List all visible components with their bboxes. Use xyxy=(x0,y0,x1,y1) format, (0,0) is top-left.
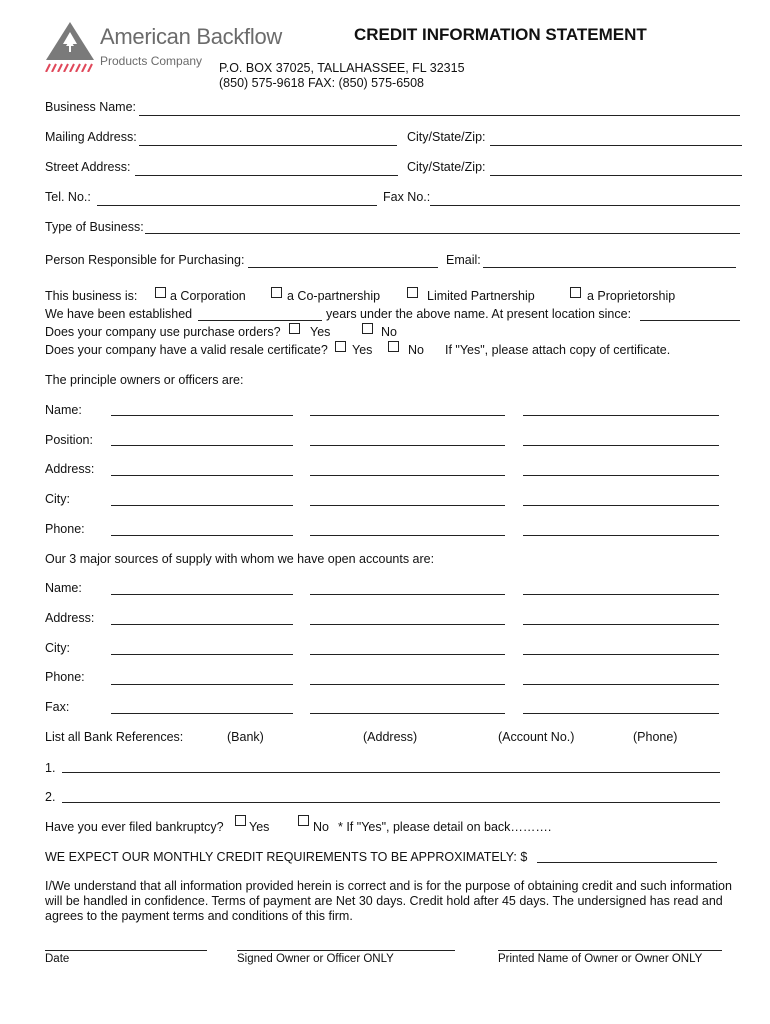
mailing-city-state-zip-field[interactable] xyxy=(490,145,742,146)
supplier3-fax-field[interactable] xyxy=(523,713,719,714)
owner3-city-field[interactable] xyxy=(523,505,719,506)
mailing-address-field[interactable] xyxy=(139,145,397,146)
resale-certificate-question: Does your company have a valid resale certificate? xyxy=(45,343,328,357)
owner3-phone-field[interactable] xyxy=(523,535,719,536)
purchase-orders-question: Does your company use purchase orders? xyxy=(45,325,281,339)
owner2-position-field[interactable] xyxy=(310,445,505,446)
purchasing-person-field[interactable] xyxy=(248,267,438,268)
bank-ref-2-label: 2. xyxy=(45,790,56,804)
corporation-option-label: a Corporation xyxy=(170,289,246,303)
owner-city-label: City: xyxy=(45,492,70,506)
purchasing-person-label: Person Responsible for Purchasing: xyxy=(45,253,245,267)
company-phone-fax: (850) 575-9618 FAX: (850) 575-6508 xyxy=(219,76,424,90)
signature-field[interactable] xyxy=(237,950,455,951)
monthly-requirements-field[interactable] xyxy=(537,862,717,863)
purchase-orders-no-checkbox[interactable] xyxy=(362,323,373,334)
bankruptcy-no-label: No xyxy=(313,820,329,834)
type-of-business-label: Type of Business: xyxy=(45,220,144,234)
business-type-label: This business is: xyxy=(45,289,138,303)
fax-field[interactable] xyxy=(430,205,740,206)
bank-ref-2-field[interactable] xyxy=(62,802,720,803)
suppliers-heading: Our 3 major sources of supply with whom we have open accounts are: xyxy=(45,552,435,566)
owner-phone-label: Phone: xyxy=(45,522,85,536)
purchase-orders-yes-checkbox[interactable] xyxy=(289,323,300,334)
supplier1-fax-field[interactable] xyxy=(111,713,293,714)
supplier1-address-field[interactable] xyxy=(111,624,293,625)
logo-company-name: American Backflow xyxy=(100,24,282,49)
page-title: CREDIT INFORMATION STATEMENT xyxy=(354,25,647,44)
resale-no-label: No xyxy=(408,343,424,357)
owner-name-label: Name: xyxy=(45,403,82,417)
bankruptcy-yes-checkbox[interactable] xyxy=(235,815,246,826)
printed-name-field[interactable] xyxy=(498,950,722,951)
mailing-address-label: Mailing Address: xyxy=(45,130,137,144)
established-label: We have been established xyxy=(45,307,193,321)
email-field[interactable] xyxy=(483,267,736,268)
flame-triangle-logo-icon xyxy=(44,20,96,72)
mailing-city-state-zip-label: City/State/Zip: xyxy=(407,130,486,144)
bankruptcy-yes-label: Yes xyxy=(249,820,270,834)
corporation-checkbox[interactable] xyxy=(155,287,166,298)
owner-address-label: Address: xyxy=(45,462,95,476)
bank-phone-column-header: (Phone) xyxy=(633,730,678,744)
street-city-state-zip-field[interactable] xyxy=(490,175,742,176)
purchase-orders-no-label: No xyxy=(381,325,397,339)
agreement-text-line3: agrees to the payment terms and conditions of this firm. xyxy=(45,909,353,923)
supplier1-name-field[interactable] xyxy=(111,594,293,595)
street-address-label: Street Address: xyxy=(45,160,131,174)
supplier-phone-label: Phone: xyxy=(45,670,85,684)
date-label: Date xyxy=(45,953,70,965)
bankruptcy-no-checkbox[interactable] xyxy=(298,815,309,826)
supplier3-phone-field[interactable] xyxy=(523,684,719,685)
business-name-label: Business Name: xyxy=(45,100,137,114)
supplier2-name-field[interactable] xyxy=(310,594,505,595)
supplier2-city-field[interactable] xyxy=(310,654,505,655)
owner3-position-field[interactable] xyxy=(523,445,719,446)
supplier2-address-field[interactable] xyxy=(310,624,505,625)
limited-partnership-option-label: Limited Partnership xyxy=(427,289,535,303)
street-address-field[interactable] xyxy=(135,175,398,176)
co-partnership-option-label: a Co-partnership xyxy=(287,289,381,303)
owner3-address-field[interactable] xyxy=(523,475,719,476)
date-field[interactable] xyxy=(45,950,207,951)
bank-column-header: (Bank) xyxy=(227,730,264,744)
bankruptcy-question: Have you ever filed bankruptcy? xyxy=(45,820,224,834)
supplier2-phone-field[interactable] xyxy=(310,684,505,685)
bank-references-label: List all Bank References: xyxy=(45,730,184,744)
email-label: Email: xyxy=(446,253,481,267)
bank-address-column-header: (Address) xyxy=(363,730,418,744)
resale-yes-label: Yes xyxy=(352,343,373,357)
printed-name-label: Printed Name of Owner or Owner ONLY xyxy=(498,953,703,965)
company-address: P.O. BOX 37025, TALLAHASSEE, FL 32315 xyxy=(219,61,465,75)
bank-ref-1-label: 1. xyxy=(45,761,56,775)
owner3-name-field[interactable] xyxy=(523,415,719,416)
bankruptcy-note: * If "Yes", please detail on back………. xyxy=(338,820,552,834)
tel-label: Tel. No.: xyxy=(45,190,91,204)
signature-label: Signed Owner or Officer ONLY xyxy=(237,953,394,965)
supplier-city-label: City: xyxy=(45,641,70,655)
owners-heading: The principle owners or officers are: xyxy=(45,373,244,387)
owner1-city-field[interactable] xyxy=(111,505,293,506)
owner1-address-field[interactable] xyxy=(111,475,293,476)
established-location-label: years under the above name. At present location since: xyxy=(326,307,632,321)
supplier1-phone-field[interactable] xyxy=(111,684,293,685)
monthly-requirements-label: WE EXPECT OUR MONTHLY CREDIT REQUIREMENTS TO BE APPROXIMATELY: $ xyxy=(45,850,528,864)
fax-label: Fax No.: xyxy=(383,190,431,204)
owner2-phone-field[interactable] xyxy=(310,535,505,536)
owner2-address-field[interactable] xyxy=(310,475,505,476)
proprietorship-option-label: a Proprietorship xyxy=(587,289,676,303)
bank-account-column-header: (Account No.) xyxy=(498,730,575,744)
supplier-name-label: Name: xyxy=(45,581,82,595)
purchase-orders-yes-label: Yes xyxy=(310,325,331,339)
resale-no-checkbox[interactable] xyxy=(388,341,399,352)
proprietorship-checkbox[interactable] xyxy=(570,287,581,298)
co-partnership-checkbox[interactable] xyxy=(271,287,282,298)
agreement-text-line1: I/We understand that all information provided herein is correct and is for the purpose of obtaining credit and such information xyxy=(45,879,732,893)
owner1-position-field[interactable] xyxy=(111,445,293,446)
agreement-text-line2: will be handled in confidence. Terms of payment are Net 30 days. Credit hold after 45 days. The undersigned has read and xyxy=(45,894,723,908)
owner2-name-field[interactable] xyxy=(310,415,505,416)
owner2-city-field[interactable] xyxy=(310,505,505,506)
type-of-business-field[interactable] xyxy=(145,233,740,234)
business-name-field[interactable] xyxy=(139,115,740,116)
bank-ref-1-field[interactable] xyxy=(62,772,720,773)
supplier2-fax-field[interactable] xyxy=(310,713,505,714)
tel-field[interactable] xyxy=(97,205,377,206)
supplier3-city-field[interactable] xyxy=(523,654,719,655)
resale-yes-checkbox[interactable] xyxy=(335,341,346,352)
logo-company-subtitle: Products Company xyxy=(100,54,203,68)
limited-partnership-checkbox[interactable] xyxy=(407,287,418,298)
resale-note: If "Yes", please attach copy of certificate. xyxy=(445,343,671,357)
owner1-phone-field[interactable] xyxy=(111,535,293,536)
owner-position-label: Position: xyxy=(45,433,93,447)
supplier3-address-field[interactable] xyxy=(523,624,719,625)
owner1-name-field[interactable] xyxy=(111,415,293,416)
street-city-state-zip-label: City/State/Zip: xyxy=(407,160,486,174)
supplier1-city-field[interactable] xyxy=(111,654,293,655)
supplier-address-label: Address: xyxy=(45,611,95,625)
supplier3-name-field[interactable] xyxy=(523,594,719,595)
location-since-field[interactable] xyxy=(640,320,740,321)
supplier-fax-label: Fax: xyxy=(45,700,70,714)
years-established-field[interactable] xyxy=(198,320,322,321)
